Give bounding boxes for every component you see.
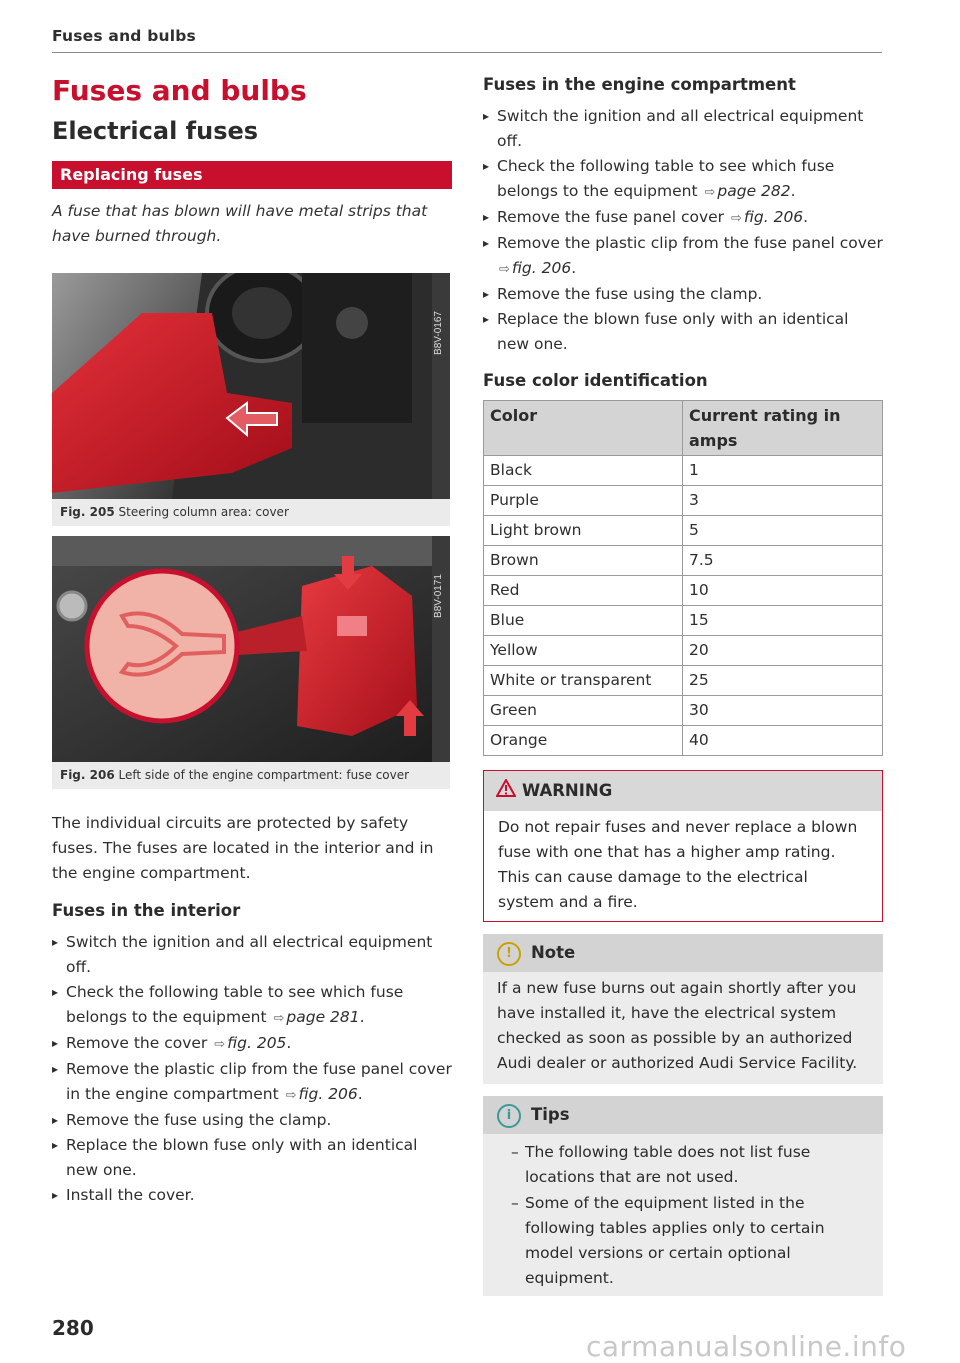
note-title: Note xyxy=(531,943,576,962)
warning-text: Do not repair fuses and never replace a blown fuse with one that has a higher amp rating. This can cause damage to the electrical system and a fire. xyxy=(498,818,858,911)
table-row: Brown 7.5 xyxy=(484,546,883,576)
engine-steps xyxy=(483,104,883,357)
circuits-paragraph: The individual circuits are protected by safety fuses. The fuses are located in the interior and in the engine compartment. xyxy=(52,814,434,882)
table-row: White or transparent 25 xyxy=(484,666,883,696)
intro-text: A fuse that has blown will have metal strips that have burned through. xyxy=(52,202,428,245)
subsection-bar: Replacing fuses xyxy=(52,161,452,189)
interior-step: ▸ Install the cover. xyxy=(52,1183,452,1208)
figure-206 xyxy=(52,536,450,789)
note-text: If a new fuse burns out again shortly after you have installed it, have the electrical system checked as soon as possible by an authorized Audi dealer or authorized Audi Service Facility. xyxy=(497,979,858,1072)
figure-number-206: Fig. 206 xyxy=(60,768,115,782)
figure-caption-text-206: Left side of the engine compartment: fuse cover xyxy=(118,768,410,782)
section-title: Electrical fuses xyxy=(52,117,259,145)
note-exclamation-icon: ! xyxy=(497,942,521,966)
table-row: Blue 15 xyxy=(484,606,883,636)
right-column xyxy=(483,75,883,1296)
reference-arrow-icon: ⇨ xyxy=(285,1088,297,1103)
interior-step: ▸ Remove the cover ⇨ fig. 205. xyxy=(52,1031,452,1057)
interior-step: ▸ Replace the blown fuse only with an identical new one. xyxy=(52,1133,452,1183)
color-heading: Fuse color identification xyxy=(483,371,708,390)
figure-caption-206 xyxy=(52,762,450,789)
note-box xyxy=(483,934,883,1084)
tip-item: – Some of the equipment listed in the following tables applies only to certain model versions or certain optional equipment. xyxy=(497,1191,869,1291)
steering-column-photo xyxy=(52,273,450,499)
figure-link[interactable]: fig. 205 xyxy=(227,1034,287,1052)
tips-title: Tips xyxy=(531,1105,570,1124)
page-link[interactable]: page 281 xyxy=(286,1008,360,1026)
table-row: Red 10 xyxy=(484,576,883,606)
watermark: carmanualsonline.info xyxy=(586,1330,907,1363)
tip-item: – The following table does not list fuse locations that are not used. xyxy=(497,1140,869,1190)
table-row: Purple 3 xyxy=(484,486,883,516)
left-column xyxy=(52,72,452,1208)
reference-arrow-icon: ⇨ xyxy=(214,1037,226,1052)
table-row: Light brown 5 xyxy=(484,516,883,546)
warning-triangle-icon xyxy=(496,772,516,812)
note-header xyxy=(483,934,883,972)
fuse-color-table xyxy=(483,400,883,756)
engine-step: ▸ Switch the ignition and all electrical equipment off. xyxy=(483,104,883,154)
interior-step: ▸ Remove the plastic clip from the fuse panel cover in the engine compartment ⇨ fig. 206. xyxy=(52,1057,452,1108)
page-link[interactable]: page 282 xyxy=(717,182,791,200)
tips-list xyxy=(483,1134,883,1296)
interior-steps xyxy=(52,930,452,1208)
table-row: Orange 40 xyxy=(484,726,883,756)
warning-header xyxy=(484,771,882,811)
engine-step: ▸ Check the following table to see which fuse belongs to the equipment ⇨ page 282. xyxy=(483,154,883,205)
reference-arrow-icon: ⇨ xyxy=(499,262,510,277)
table-row: Yellow 20 xyxy=(484,636,883,666)
figure-caption-text-205: Steering column area: cover xyxy=(118,505,289,519)
figure-code-205: B8V-0167 xyxy=(433,311,444,355)
interior-step: ▸ Remove the fuse using the clamp. xyxy=(52,1108,452,1133)
figure-caption-205 xyxy=(52,499,450,526)
table-header-rating: Current rating in amps xyxy=(683,401,883,456)
figure-number-205: Fig. 205 xyxy=(60,505,115,519)
reference-arrow-icon: ⇨ xyxy=(273,1011,285,1026)
table-header-row xyxy=(484,401,883,456)
table-header-color: Color xyxy=(484,401,683,456)
figure-link[interactable]: fig. 206 xyxy=(511,259,572,277)
engine-step: ▸ Remove the plastic clip from the fuse panel cover ⇨ fig. 206. xyxy=(483,231,883,282)
figure-link[interactable]: fig. 206 xyxy=(743,208,804,226)
table-row: Green 30 xyxy=(484,696,883,726)
figure-link[interactable]: fig. 206 xyxy=(298,1085,358,1103)
chapter-title: Fuses and bulbs xyxy=(52,74,307,107)
tips-header xyxy=(483,1096,883,1134)
running-head: Fuses and bulbs xyxy=(52,27,196,45)
interior-step: ▸ Switch the ignition and all electrical equipment off. xyxy=(52,930,452,980)
reference-arrow-icon: ⇨ xyxy=(704,185,716,200)
figure-code-206: B8V-0171 xyxy=(433,574,444,618)
warning-box xyxy=(483,770,883,922)
interior-heading: Fuses in the interior xyxy=(52,901,241,920)
page-number: 280 xyxy=(52,1316,94,1340)
engine-compartment-photo xyxy=(52,536,450,762)
engine-step: ▸ Replace the blown fuse only with an identical new one. xyxy=(483,307,883,357)
engine-step: ▸ Remove the fuse panel cover ⇨ fig. 206. xyxy=(483,205,883,231)
warning-title: WARNING xyxy=(522,781,613,800)
engine-heading: Fuses in the engine compartment xyxy=(483,75,796,94)
engine-step: ▸ Remove the fuse using the clamp. xyxy=(483,282,883,307)
tips-box xyxy=(483,1096,883,1296)
interior-step: ▸ Check the following table to see which fuse belongs to the equipment ⇨ page 281. xyxy=(52,980,452,1031)
info-icon: i xyxy=(497,1104,521,1128)
reference-arrow-icon: ⇨ xyxy=(730,211,742,226)
figure-205 xyxy=(52,273,450,526)
header-rule xyxy=(52,52,882,53)
table-row: Black 1 xyxy=(484,456,883,486)
